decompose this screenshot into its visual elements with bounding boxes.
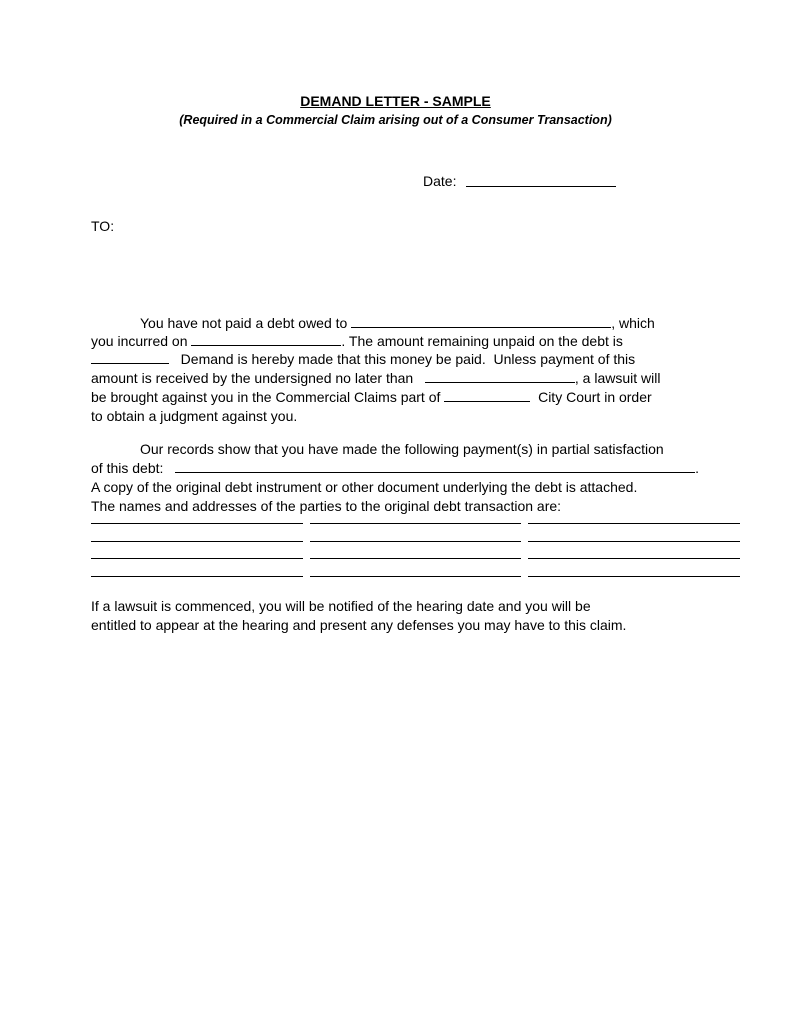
- party-blank[interactable]: [91, 558, 303, 559]
- city-blank[interactable]: [444, 389, 530, 402]
- p2-line1: Our records show that you have made the following payment(s) in partial satisfaction: [140, 441, 664, 457]
- party-blank[interactable]: [310, 541, 521, 542]
- p1-text: , a lawsuit will: [574, 370, 661, 386]
- p1-text: , which: [611, 315, 655, 331]
- p1-text: you incurred on: [91, 333, 188, 349]
- page-subtitle: (Required in a Commercial Claim arising out of a Consumer Transaction): [179, 113, 612, 127]
- party-blank[interactable]: [91, 523, 303, 524]
- p1-text: be brought against you in the Commercial Claims part of: [91, 389, 441, 405]
- p1-text: City Court in order: [538, 389, 652, 405]
- party-blank[interactable]: [310, 523, 521, 524]
- party-blank[interactable]: [91, 541, 303, 542]
- p1-line6: to obtain a judgment against you.: [91, 408, 298, 424]
- amount-blank[interactable]: [91, 351, 169, 364]
- page-title: DEMAND LETTER - SAMPLE: [300, 93, 491, 109]
- p2-line2: [91, 459, 699, 477]
- creditor-blank[interactable]: [351, 315, 611, 328]
- p1-text: amount is received by the undersigned no later than: [91, 370, 414, 386]
- p1-text: You have not paid a debt owed to: [140, 315, 348, 331]
- party-blank[interactable]: [310, 558, 521, 559]
- p1-line1: [140, 314, 655, 332]
- p1-text: . The amount remaining unpaid on the debt is: [341, 333, 623, 349]
- p1-text: Demand is hereby made that this money be paid. Unless payment of this: [180, 351, 636, 367]
- p2-text: .: [695, 460, 699, 476]
- payments-blank[interactable]: [175, 460, 695, 473]
- p1-line3: [91, 350, 635, 368]
- to-label: TO:: [91, 218, 115, 234]
- p1-line4: [91, 369, 660, 387]
- p3-line2: entitled to appear at the hearing and present any defenses you may have to this claim.: [91, 617, 627, 633]
- p1-line5: [91, 388, 652, 406]
- incurred-date-blank[interactable]: [191, 333, 341, 346]
- p2-line4: The names and addresses of the parties to the original debt transaction are:: [91, 498, 562, 514]
- p2-line3: A copy of the original debt instrument or other document underlying the debt is attached.: [91, 479, 638, 495]
- party-blank[interactable]: [310, 576, 521, 577]
- party-blank[interactable]: [528, 541, 740, 542]
- date-label: Date:: [423, 173, 457, 189]
- p2-text: of this debt:: [91, 460, 164, 476]
- deadline-blank[interactable]: [425, 370, 575, 383]
- party-blank[interactable]: [528, 558, 740, 559]
- party-blank[interactable]: [528, 576, 740, 577]
- party-blank[interactable]: [528, 523, 740, 524]
- date-blank[interactable]: [466, 186, 616, 187]
- party-blank[interactable]: [91, 576, 303, 577]
- p3-line1: If a lawsuit is commenced, you will be notified of the hearing date and you will be: [91, 598, 591, 614]
- p1-line2: [91, 332, 623, 350]
